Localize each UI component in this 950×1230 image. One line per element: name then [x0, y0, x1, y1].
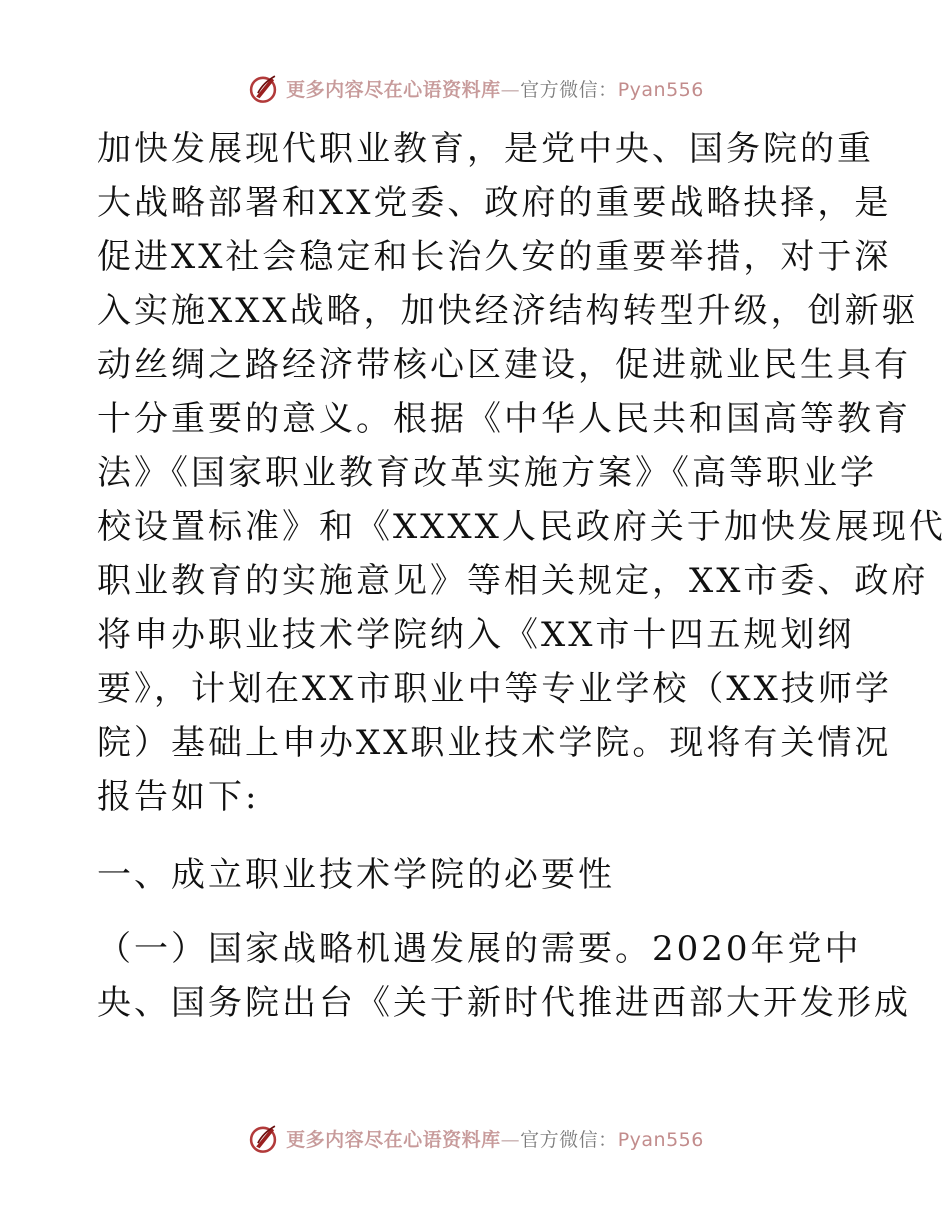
text-line: （一）国家战略机遇发展的需要。2020年党中 [97, 929, 862, 969]
text-line: 法》《国家职业教育改革实施方案》《高等职业学 [97, 453, 877, 493]
watermark-text: 更多内容尽在心语资料库—官方微信：Pyan556 [286, 1128, 704, 1151]
text-line: 加快发展现代职业教育，是党中央、国务院的重 [97, 129, 874, 169]
text-line: 促进XX社会稳定和长治久安的重要举措，对于深 [97, 237, 892, 277]
subsection-paragraph [97, 922, 911, 1030]
text-line: 将申办职业技术学院纳入《XX市十四五规划纲 [97, 615, 855, 655]
text-line: 入实施XXX战略，加快经济结构转型升级，创新驱 [97, 291, 919, 331]
text-line: 十分重要的意义。根据《中华人民共和国高等教育 [97, 399, 911, 439]
text-line: 报告如下: [97, 777, 260, 817]
text-line: 要》，计划在XX市职业中等专业学校（XX技师学 [97, 669, 892, 709]
text-line: 动丝绸之路经济带核心区建设，促进就业民生具有 [97, 345, 911, 385]
watermark-footer [0, 1118, 950, 1158]
quill-logo-icon [246, 1121, 280, 1155]
text-line: 央、国务院出台《关于新时代推进西部大开发形成 [97, 983, 911, 1023]
text-line: 职业教育的实施意见》等相关规定，XX市委、政府 [97, 561, 929, 601]
document-body [97, 122, 946, 1030]
watermark-header [0, 68, 950, 108]
section-heading: 一、成立职业技术学院的必要性 [97, 855, 615, 895]
quill-logo-icon [246, 71, 280, 105]
intro-paragraph [97, 122, 946, 824]
text-line: 校设置标准》和《XXXX人民政府关于加快发展现代 [97, 507, 946, 547]
text-line: 大战略部署和XX党委、政府的重要战略抉择，是 [97, 183, 892, 223]
text-line: 院）基础上申办XX职业技术学院。现将有关情况 [97, 723, 892, 763]
watermark-text: 更多内容尽在心语资料库—官方微信：Pyan556 [286, 78, 704, 101]
